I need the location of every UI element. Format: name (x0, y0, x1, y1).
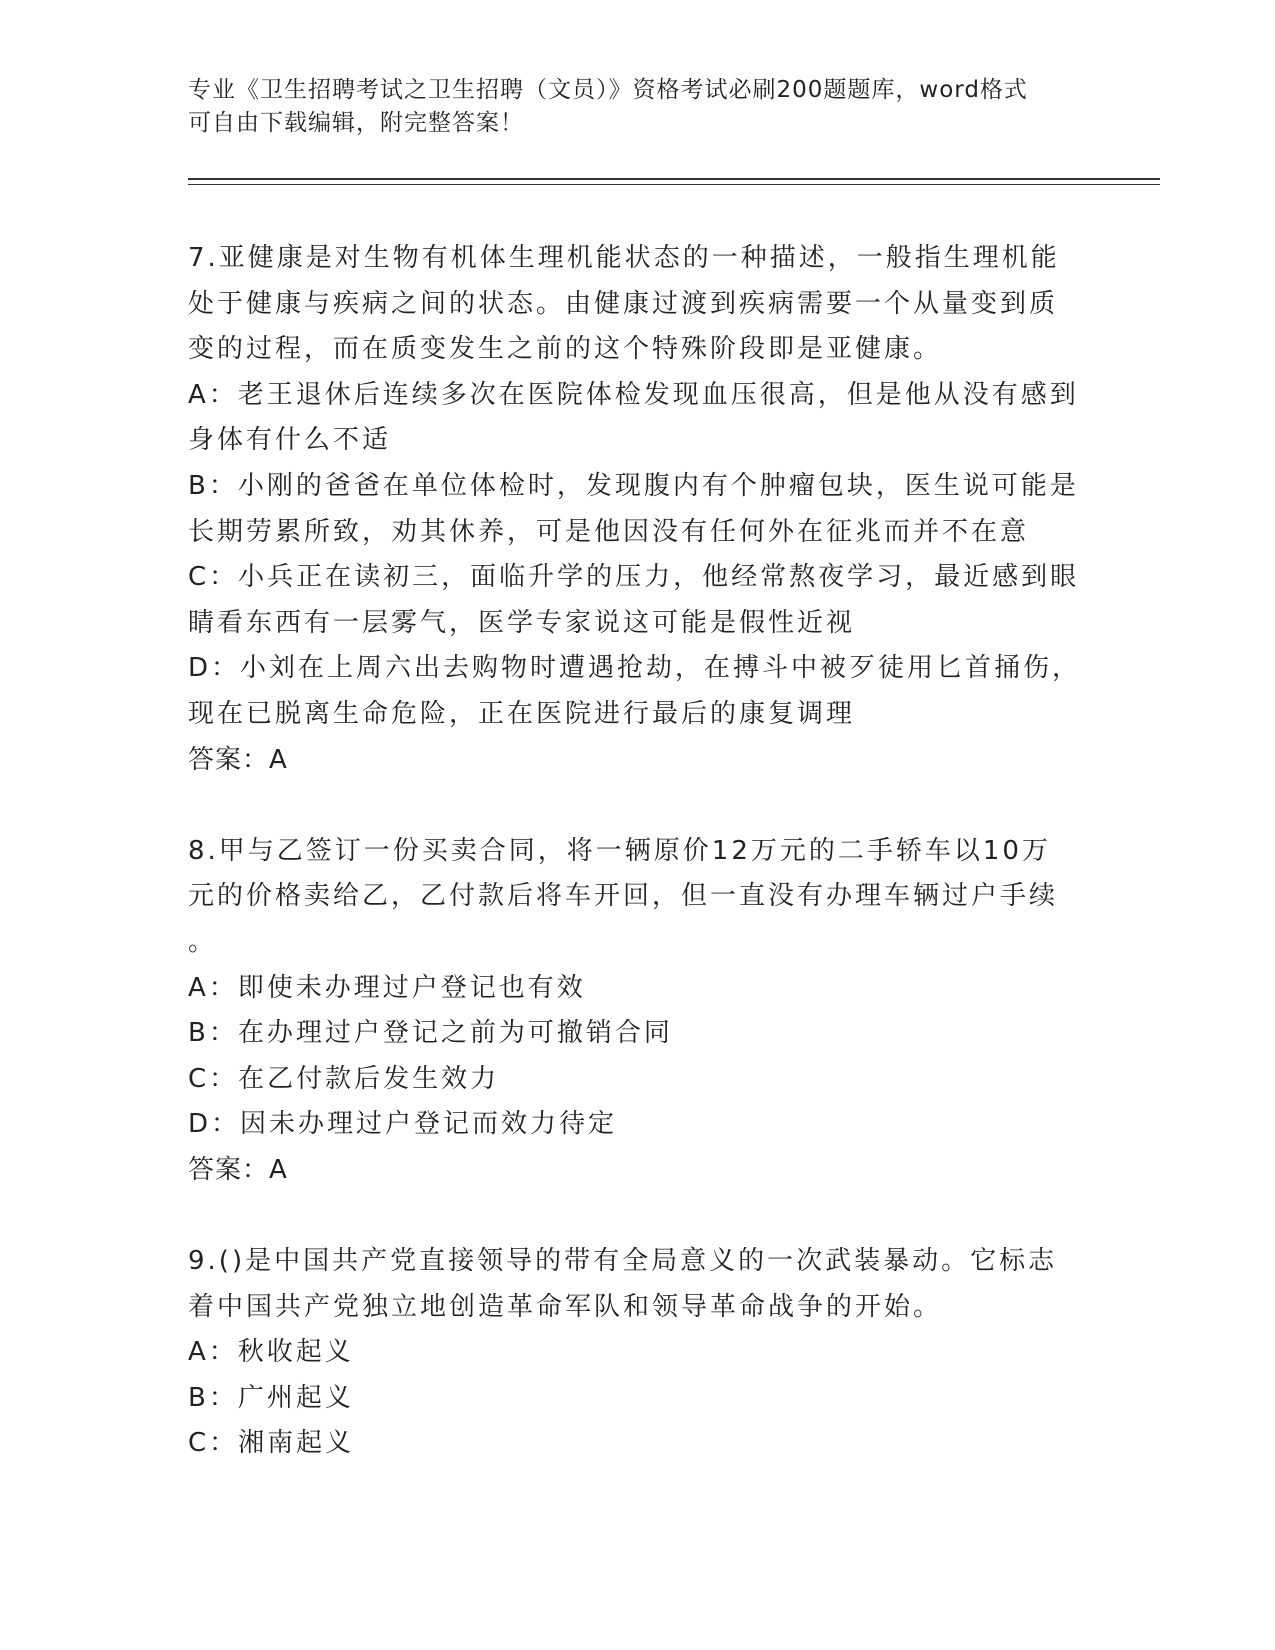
document-header (188, 74, 1068, 140)
question-text-line: 8.甲与乙签订一份买卖合同，将一辆原价12万元的二手轿车以10万 (188, 835, 1051, 866)
option-b-line: B：在办理过户登记之前为可撤销合同 (188, 1018, 673, 1049)
question-text-line: 变的过程，而在质变发生之前的这个特殊阶段即是亚健康。 (188, 334, 943, 365)
option-a-line: A：即使未办理过户登记也有效 (188, 972, 586, 1003)
header-line-1: 专业《卫生招聘考试之卫生招聘（文员）》资格考试必刷200题题库，word格式 (188, 77, 1028, 103)
question-text-line: 9.()是中国共产党直接领导的带有全局意义的一次武装暴动。它标志 (188, 1246, 1058, 1277)
option-c-line: 睛看东西有一层雾气，医学专家说这可能是假性近视 (188, 607, 856, 638)
option-c-line: C：在乙付款后发生效力 (188, 1063, 500, 1094)
answer-label: 答案：A (188, 1154, 288, 1185)
option-d-line: D：因未办理过户登记而效力待定 (188, 1109, 618, 1140)
header-divider-thin (188, 184, 1160, 185)
option-a-line: 身体有什么不适 (188, 425, 392, 456)
option-b-line: B：广州起义 (188, 1382, 354, 1413)
question-9 (188, 1239, 1088, 1467)
option-c-line: C：小兵正在读初三，面临升学的压力，他经常熬夜学习，最近感到眼 (188, 562, 1080, 593)
spacer (188, 1193, 1088, 1239)
question-list (188, 236, 1088, 1467)
question-text-line: 处于健康与疾病之间的状态。由健康过渡到疾病需要一个从量变到质 (188, 288, 1059, 319)
answer-label: 答案：A (188, 744, 288, 775)
question-8 (188, 829, 1088, 1194)
question-7 (188, 236, 1088, 783)
question-text-line: 。 (188, 926, 218, 957)
header-line-2: 可自由下载编辑，附完整答案！ (188, 110, 524, 136)
question-text-line: 着中国共产党独立地创造革命军队和领导革命战争的开始。 (188, 1291, 943, 1322)
option-b-line: B：小刚的爸爸在单位体检时，发现腹内有个肿瘤包块，医生说可能是 (188, 470, 1079, 501)
option-a-line: A：秋收起义 (188, 1337, 354, 1368)
option-b-line: 长期劳累所致，劝其休养，可是他因没有任何外在征兆而并不在意 (188, 516, 1030, 547)
option-c-line: C：湘南起义 (188, 1428, 355, 1459)
option-d-line: 现在已脱离生命危险，正在医院进行最后的康复调理 (188, 698, 856, 729)
option-a-line: A：老王退休后连续多次在医院体检发现血压很高，但是他从没有感到 (188, 379, 1079, 410)
question-text-line: 7.亚健康是对生物有机体生理机能状态的一种描述，一般指生理机能 (188, 243, 1060, 273)
question-text-line: 元的价格卖给乙，乙付款后将车开回，但一直没有办理车辆过户手续 (188, 881, 1059, 912)
option-d-line: D：小刘在上周六出去购物时遭遇抢劫，在搏斗中被歹徒用匕首捅伤， (188, 653, 1082, 684)
header-divider-thick (188, 178, 1160, 180)
spacer (188, 783, 1088, 829)
